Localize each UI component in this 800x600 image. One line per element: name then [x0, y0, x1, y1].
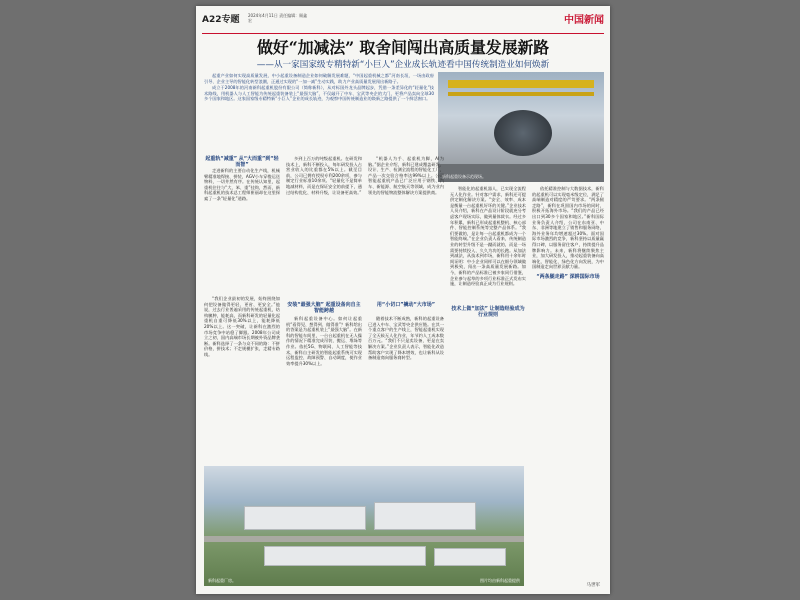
machine-drum — [494, 110, 552, 156]
section-label: A22专题 — [202, 15, 240, 25]
column-5 — [532, 186, 604, 556]
subhead-3: 技术上做“加法” 让制造经验成为行业规则 — [451, 306, 525, 318]
column-3-bottom — [368, 316, 444, 486]
subhead-2: 安装“最强大脑” 起重设备向自主智能跨越 — [287, 302, 361, 314]
factory-building — [374, 502, 476, 530]
brand-logo: 中国新闻 — [564, 15, 604, 26]
column-2-top — [286, 156, 362, 292]
crane-beam-lower — [448, 92, 594, 96]
factory-building — [244, 506, 366, 530]
subhead-4: “两条腿走路” 深耕国际市场 — [536, 274, 600, 280]
bottom-photo — [204, 466, 524, 586]
road — [204, 536, 524, 542]
column-text: 多到上百万的吨级起重机。在研发和技术上，新科不断投入，每年研发投入占营业收入的比重都在5%以上。截至目前，公司已拥有授权专利200余项，参与制定行业标准10余项。“轻量化不是简单地减材料，而是在保证安全的前提下，通过结构优化、材料升级，让设备更高效。” — [286, 156, 362, 195]
bottom-photo-caption: 新科起重厂房。 — [208, 578, 236, 583]
lead-paragraph: 成立于2008年的河南新科起重机股份有限公司（简称新科），从对标国外龙头品牌起步，凭借一条差异化的“轻量化”技术路线，用机器人与人工智能为传统起重装备装上“最强大脑”，不仅敲开了中车、宝武等央企的大门，更将产品卖向全球30多个国家和地区。这家国家级专精特新“小巨人”企业的成长轨迹，为观察中国传统制造业的焕新之路提供了一个鲜活窗口。 — [204, 85, 434, 102]
column-text: 依托精准控制与大数据技术，新科的起重机可以实现毫米级定位，满足了高端制造对精度的严苛要求。“两条腿走路”，新科在巩固国内市场的同时，积极开拓海外市场。“我们的产品已经出口到30多个国家和地区。”新科国际业务负责人介绍，公司在东南亚、中东、非洲等地建立了销售和服务网络，海外业务年均增速超过30%。面对国际市场激烈的竞争，新科坚持以质量赢得口碑，以服务留住客户，持续提升品牌影响力。未来，新科将继续聚焦主业，加大研发投入，推动起重装备向高端化、智能化、绿色化方向发展，为中国制造走向世界贡献力量。 — [532, 186, 604, 270]
subhead-5: 用“小切口”撬动“大市场” — [376, 302, 436, 308]
column-1-top — [204, 168, 280, 296]
bottom-photo-credit: 图片均由新科起重提供 — [480, 578, 520, 583]
top-photo-caption: 新科起重设备示范现场。 — [442, 174, 486, 179]
column-text: 随着技术不断成熟，新科的起重设备已进入中车、宝武等央企供应链。在其一个重点客户的生产线上，智能起重机实现了全天候无人化作业，年节约人工成本数百万元。“我们不只是卖设备，更是在卖解决方案。”企业负责人表示，智能化改造帮助客户实现了降本增效，也让新科从设备制造商向服务商转型。 — [368, 316, 444, 361]
column-text: “机器人为手、起重机为脚，AI为脑。”据企业介绍，新科已建成覆盖研发、设计、生产、检测全流程的智能化工厂，产品一次交验合格率达99%以上。公司智能起重机产品已广泛应用于钢铁、汽车、新能源、航空航天等领域，成为业内领先的智能物流整体解决方案提供商。 — [368, 156, 444, 195]
lead-paragraph: 起重产业如何实现高质量发展，中小起重设备制造企业如何破解发展难题，“中国起重机械之都”河南长垣，一场由政府引导、企业主导的智能化转型浪潮，正通过实现的“一加一减”生动实践，助力产业高质量发展闯出新路子。 — [204, 73, 434, 84]
column-2-bottom — [286, 316, 362, 486]
subheadline: ——从一家国家级专精特新“小巨人”企业成长轨迹看中国传统制造业如何焕新 — [256, 60, 550, 70]
factory-building — [434, 548, 506, 566]
column-1-bottom — [204, 296, 280, 466]
subhead-1: 起重轨“减重” 从“大而重”到“轻而智” — [205, 156, 279, 168]
date-line: 2024年4月11日 责任编辑：顾鑫宏 — [248, 13, 308, 23]
column-text: 走进新科的主要自动化生产线，机械臂精准地焊接、拼装，AGV小车穿梭运送物料，一切井然有序。在传统认知里，起重机往往与“大、笨、重”挂钩，然而，新科起重机的技术总工程师崔丽却在这里探索了一条“轻量化”道路。 — [204, 168, 280, 201]
page-header — [202, 11, 604, 34]
column-3-top — [368, 156, 444, 292]
headline: 做好“加减法” 取舍间闯出高质量发展新路 — [257, 38, 549, 57]
column-text: 智能化的起重机器人，已实现全流程无人化作业。针对客户需求，新科还可提供定制化解决方案。“安全、效率、成本是衡量一台起重机好坏的关键。”企业技术人员介绍，新科在产品设计阶段就充分考虑客户现场实际，做到量体裁衣。经过多年积累，新科已形成起重机整机、核心部件、智能控制系统等完整产品体系。“我们要做的，是让每一台起重机都成为一个智能终端。”在企业负责人看来，传统制造业的转型升级不是一蹴而就的，而是一场需要持续投入、久久为功的长跑。从加法到减法，从技术到市场，新科用十余年时间证明：中小企业同样可以在细分领域做到极致，闯出一条高质量发展新路。如今，新科的产品标准已被多家同行借鉴，企业参与起草的多项行业标准正式发布实施，让制造经验真正成为行业规则。 — [450, 186, 526, 287]
crane-beam — [448, 80, 594, 88]
author-name: 马世军 — [586, 583, 600, 588]
column-text: 新科起重设备中心。如何让起重机“看得见、想得到、做得准”？新科给出的答案是为起重机装上“最强大脑”。在新科的智能车间里，一台台起重机在无人操作的情况下精准完成吊装、搬运、堆垛等作业。依托5G、物联网、人工智能等技术，新科自主研发的智能起重系统可实现远程监控、故障预警、自动调度，使作业效率提升30%以上。 — [286, 316, 362, 366]
factory-building — [264, 546, 426, 566]
newspaper-page — [196, 6, 610, 594]
lead-block — [204, 73, 434, 153]
column-text: “我们企业最初的发展，始终围绕如何把设备做得更轻、更省、更安全。”他说，过去行业普遍采用的传统起重机，结构臃肿，能耗高，而新科研发的轻量化起重机自重可降低30%以上，能耗降低20%以上。这一突破，让新科在激烈的市场竞争中站稳了脚跟。2008年公司成立之初，国内高端市场长期被外资品牌垄断。新科选择了一条与众不同的路：不拼价格，拼技术；不走规模扩张，走精专路线。 — [204, 296, 280, 357]
